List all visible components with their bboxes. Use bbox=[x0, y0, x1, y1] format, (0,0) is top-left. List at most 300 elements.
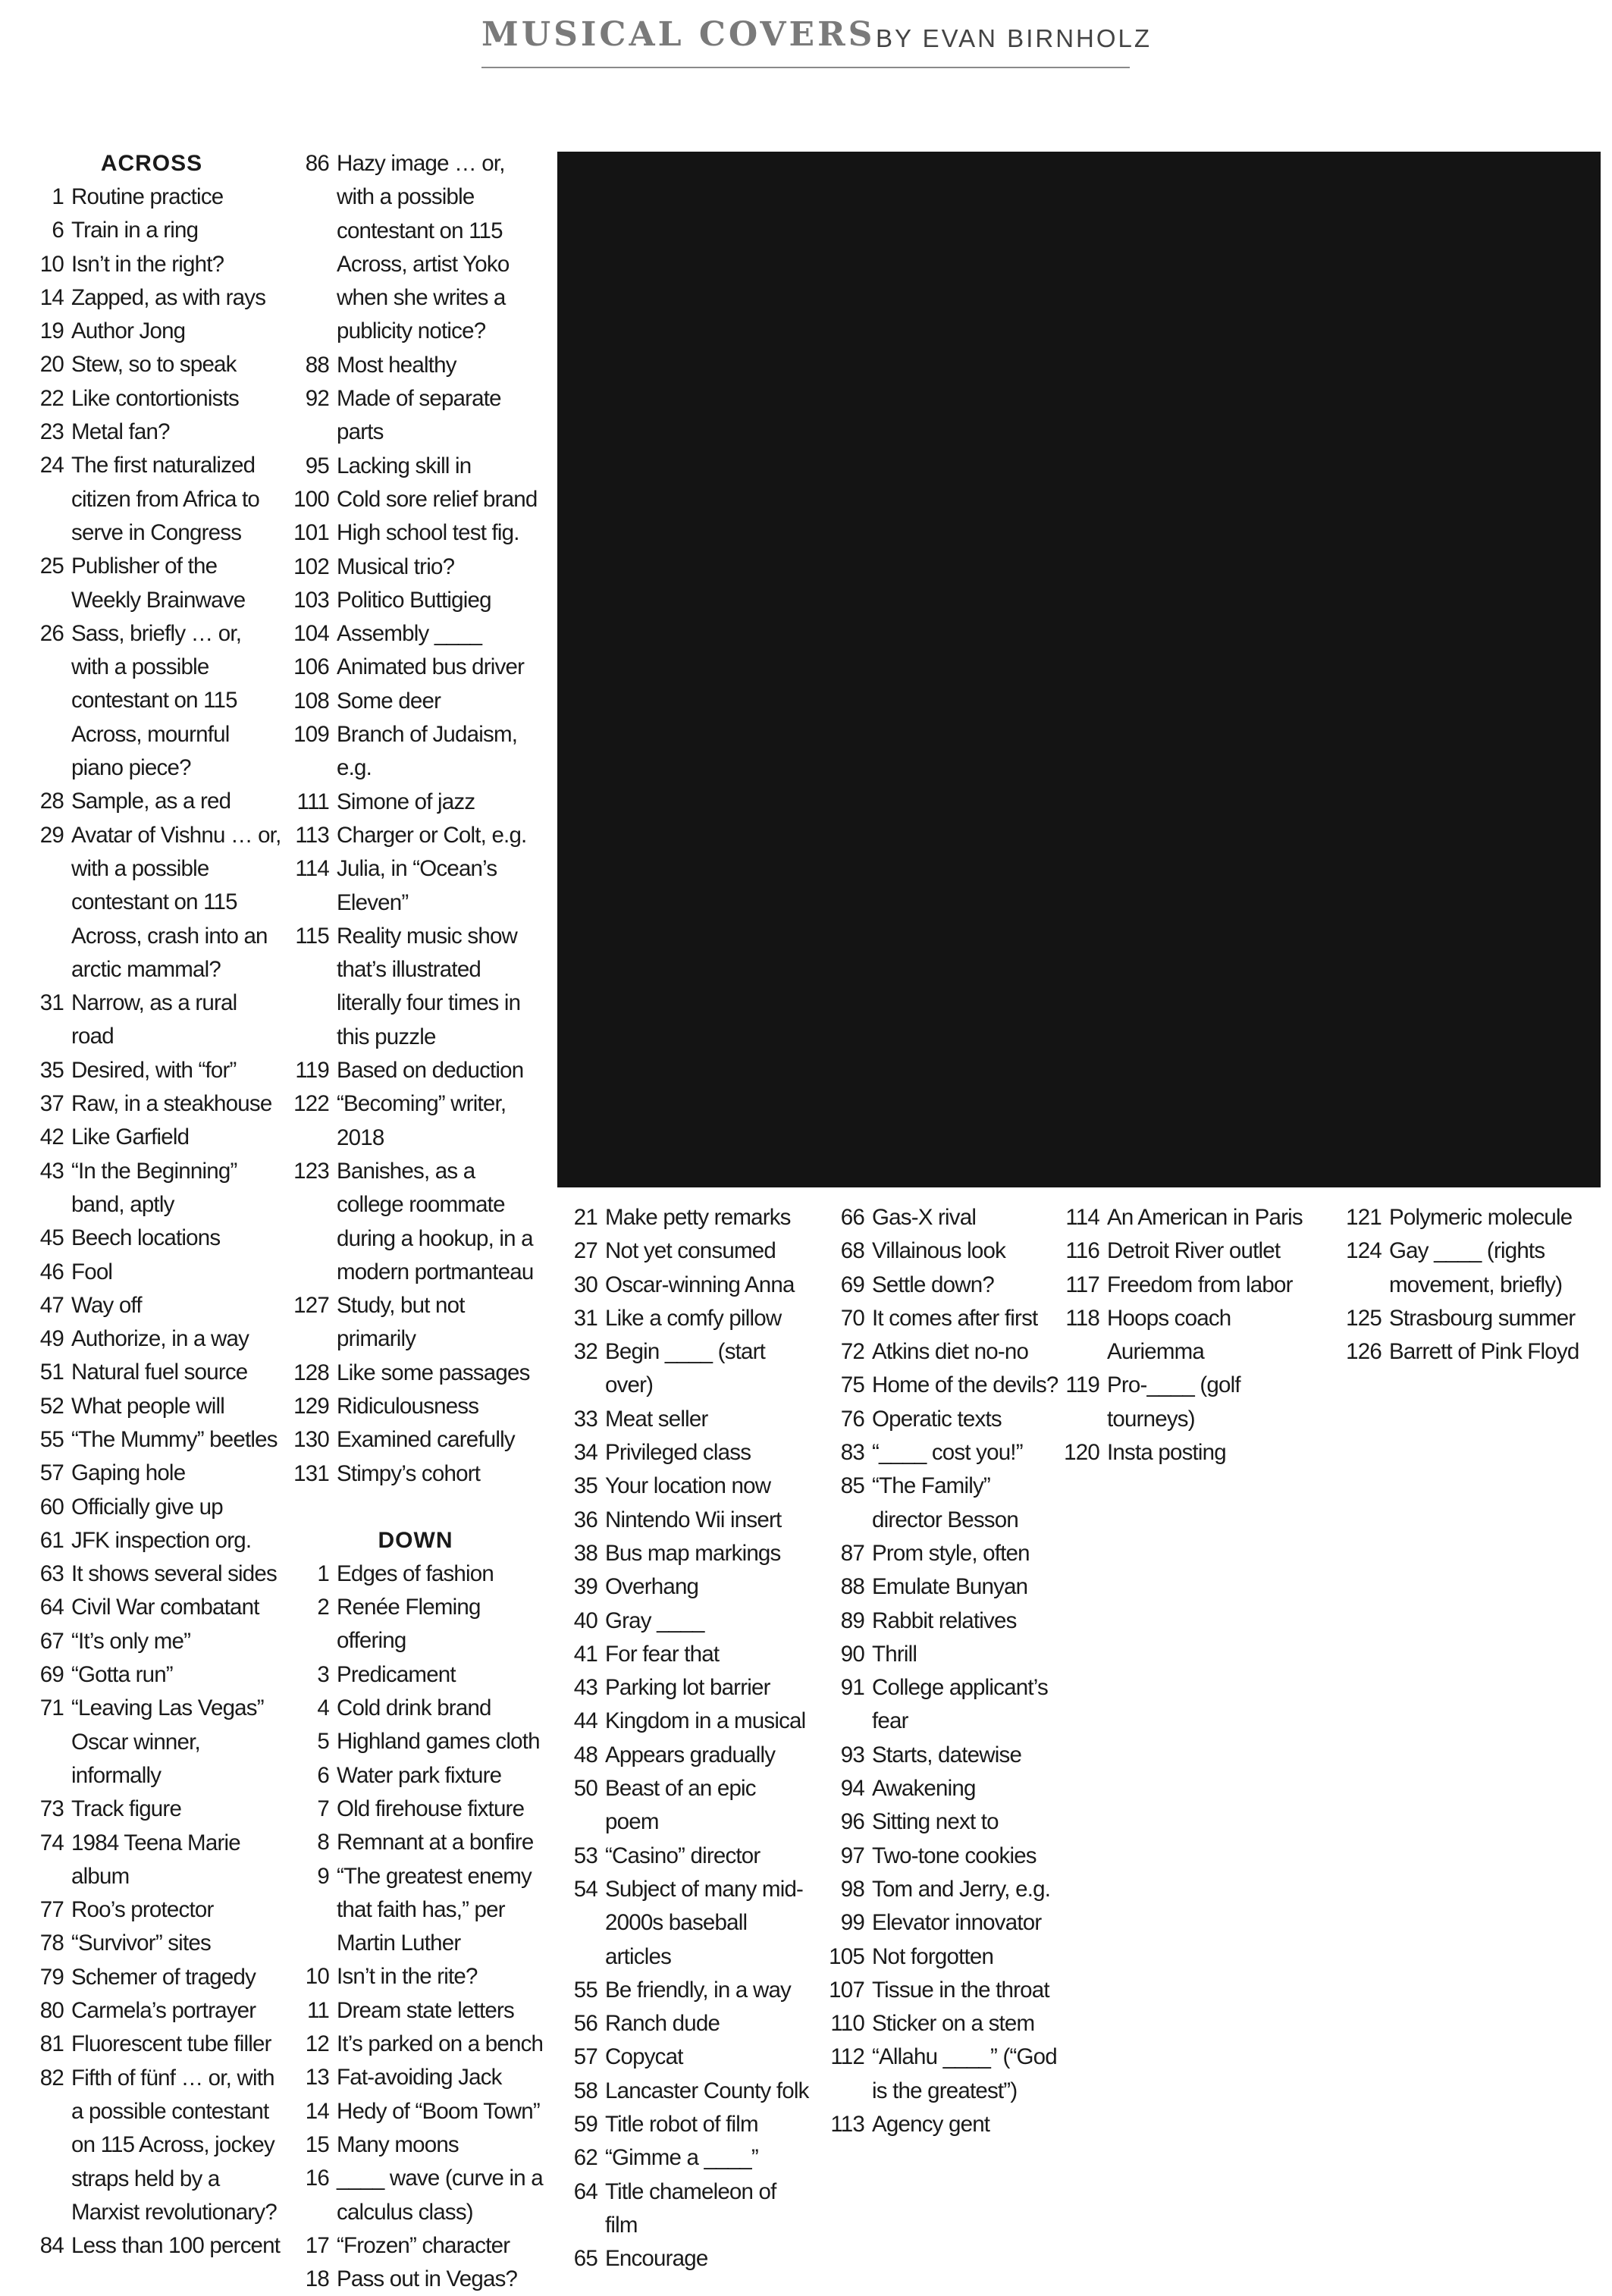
clue-text: Renée Fleming offering bbox=[337, 1595, 481, 1654]
clue-text: Villainous look bbox=[872, 1238, 1006, 1264]
clue-number: 62 bbox=[573, 2145, 597, 2171]
across-clue[interactable] bbox=[287, 1289, 544, 1357]
clue-number: 17 bbox=[305, 2232, 329, 2258]
clue-number: 47 bbox=[39, 1292, 64, 1318]
clue-number: 69 bbox=[39, 1662, 64, 1688]
down-clue[interactable] bbox=[555, 1504, 813, 1537]
puzzle-title: MUSICAL COVERS bbox=[481, 15, 876, 54]
down-clue[interactable] bbox=[555, 1772, 813, 1840]
down-clue[interactable] bbox=[822, 1234, 1065, 1268]
down-clue[interactable] bbox=[822, 1269, 1065, 1302]
across-clue[interactable] bbox=[287, 147, 544, 349]
clue-number: 119 bbox=[295, 1058, 329, 1084]
clue-number: 21 bbox=[573, 1205, 597, 1230]
across-clue[interactable] bbox=[21, 1222, 282, 1255]
clue-number: 131 bbox=[293, 1460, 329, 1486]
across-clue[interactable] bbox=[287, 450, 544, 483]
down-clue[interactable] bbox=[555, 2040, 813, 2074]
across-clue[interactable] bbox=[287, 1357, 544, 1390]
clue-text: “The Mummy” beetles bbox=[71, 1426, 278, 1452]
clue-number: 117 bbox=[1065, 1272, 1099, 1297]
down-clue[interactable] bbox=[555, 1671, 813, 1705]
clue-text: What people will bbox=[71, 1393, 224, 1419]
clue-number: 130 bbox=[293, 1427, 329, 1453]
clue-number: 19 bbox=[39, 318, 64, 344]
down-clue[interactable] bbox=[822, 1470, 1065, 1537]
down-clue[interactable] bbox=[287, 2061, 544, 2094]
clue-number: 13 bbox=[305, 2065, 329, 2091]
down-clue[interactable] bbox=[287, 1994, 544, 2028]
down-clue[interactable] bbox=[1339, 1335, 1594, 1369]
across-clue[interactable] bbox=[21, 281, 282, 315]
clue-text: Bus map markings bbox=[605, 1540, 781, 1566]
across-clue[interactable] bbox=[21, 214, 282, 247]
across-clue[interactable] bbox=[21, 180, 282, 214]
clue-text: Tom and Jerry, e.g. bbox=[872, 1876, 1051, 1902]
across-clue[interactable] bbox=[287, 516, 544, 550]
clue-text: Predicament bbox=[337, 1661, 456, 1687]
across-clue[interactable] bbox=[21, 1557, 282, 1591]
across-clue[interactable] bbox=[21, 382, 282, 416]
clue-text: Highland games cloth bbox=[337, 1729, 540, 1755]
clue-text: It’s parked on a bench bbox=[337, 2031, 544, 2057]
clue-text: Made of separate parts bbox=[337, 386, 501, 445]
across-clue[interactable] bbox=[287, 1390, 544, 1423]
clue-number: 34 bbox=[573, 1440, 597, 1466]
down-clue[interactable] bbox=[822, 1335, 1065, 1369]
down-clue[interactable] bbox=[822, 2040, 1065, 2108]
down-clue[interactable] bbox=[555, 1269, 813, 1302]
down-clue[interactable] bbox=[822, 1638, 1065, 1671]
across-clue[interactable] bbox=[287, 1087, 544, 1155]
across-clue[interactable] bbox=[21, 1961, 282, 1994]
clue-text: Remnant at a bonfire bbox=[337, 1830, 534, 1855]
down-clue[interactable] bbox=[555, 1739, 813, 1772]
across-clue[interactable] bbox=[21, 1457, 282, 1490]
across-clue[interactable] bbox=[287, 920, 544, 1054]
puzzle-byline: BY EVAN BIRNHOLZ bbox=[876, 24, 1153, 52]
clue-number: 110 bbox=[830, 2011, 864, 2037]
across-clue[interactable] bbox=[21, 1356, 282, 1389]
down-clue[interactable] bbox=[555, 1470, 813, 1503]
clue-text: It shows several sides bbox=[71, 1561, 277, 1587]
clue-number: 27 bbox=[573, 1238, 597, 1264]
clue-text: Many moons bbox=[337, 2131, 459, 2157]
across-clue[interactable] bbox=[21, 1491, 282, 1524]
down-clue[interactable] bbox=[287, 2229, 544, 2263]
across-clue[interactable] bbox=[21, 1893, 282, 1927]
clue-number: 85 bbox=[840, 1473, 864, 1499]
down-clues-column-6 bbox=[1339, 1201, 1594, 1369]
across-clue[interactable] bbox=[21, 1591, 282, 1624]
down-clue[interactable] bbox=[1339, 1201, 1594, 1234]
clue-text: Detroit River outlet bbox=[1107, 1238, 1281, 1264]
clue-number: 43 bbox=[39, 1158, 64, 1184]
clue-number: 8 bbox=[317, 1830, 329, 1855]
down-clue[interactable] bbox=[287, 2263, 544, 2296]
across-clue[interactable] bbox=[287, 1155, 544, 1289]
clue-number: 69 bbox=[840, 1272, 864, 1297]
clue-text: Publisher of the Weekly Brainwave bbox=[71, 554, 246, 613]
down-clue[interactable] bbox=[555, 2007, 813, 2040]
clue-text: “Survivor” sites bbox=[71, 1931, 211, 1956]
across-clue[interactable] bbox=[21, 1322, 282, 1356]
clue-text: Prom style, often bbox=[872, 1540, 1030, 1566]
down-clue[interactable] bbox=[822, 1906, 1065, 1940]
across-clue[interactable] bbox=[287, 852, 544, 920]
down-clue[interactable] bbox=[555, 1234, 813, 1268]
down-clue[interactable] bbox=[822, 2108, 1065, 2141]
down-clue[interactable] bbox=[287, 2028, 544, 2061]
clue-number: 64 bbox=[573, 2178, 597, 2204]
clue-text: Sitting next to bbox=[872, 1809, 999, 1835]
clue-number: 12 bbox=[305, 2031, 329, 2057]
down-clue[interactable] bbox=[822, 2007, 1065, 2040]
down-clue[interactable] bbox=[822, 1671, 1065, 1739]
down-clue[interactable] bbox=[1057, 1201, 1324, 1234]
clue-number: 67 bbox=[39, 1628, 64, 1654]
clue-number: 55 bbox=[39, 1426, 64, 1452]
across-clue[interactable] bbox=[287, 382, 544, 450]
clue-text: Cold sore relief brand bbox=[337, 486, 538, 512]
across-clue[interactable] bbox=[21, 1121, 282, 1154]
clue-number: 105 bbox=[829, 1943, 864, 1969]
clue-number: 97 bbox=[840, 1843, 864, 1868]
clue-text: Musical trio? bbox=[337, 554, 455, 579]
down-clue[interactable] bbox=[822, 1974, 1065, 2007]
down-clue[interactable] bbox=[555, 2175, 813, 2243]
clue-text: Meat seller bbox=[605, 1406, 708, 1432]
clue-text: Gaping hole bbox=[71, 1460, 186, 1486]
down-clue[interactable] bbox=[822, 1604, 1065, 1638]
clue-number: 70 bbox=[840, 1305, 864, 1331]
clue-number: 38 bbox=[573, 1540, 597, 1566]
clue-number: 36 bbox=[573, 1507, 597, 1532]
clue-text: Polymeric molecule bbox=[1389, 1205, 1573, 1230]
clue-number: 56 bbox=[573, 2011, 597, 2037]
across-clue[interactable] bbox=[21, 1793, 282, 1826]
clue-number: 14 bbox=[39, 284, 64, 310]
clue-number: 92 bbox=[305, 386, 329, 412]
down-clue[interactable] bbox=[287, 2128, 544, 2162]
across-clue[interactable] bbox=[287, 819, 544, 852]
clue-number: 119 bbox=[1065, 1372, 1099, 1398]
across-clue[interactable] bbox=[287, 651, 544, 684]
down-clue[interactable] bbox=[555, 1840, 813, 1873]
clue-text: “____ cost you!” bbox=[872, 1440, 1023, 1466]
clue-text: Julia, in “Ocean’s Eleven” bbox=[337, 856, 497, 915]
across-clue[interactable] bbox=[21, 1289, 282, 1322]
clue-text: Oscar-winning Anna bbox=[605, 1272, 795, 1297]
clue-text: Tissue in the throat bbox=[872, 1977, 1049, 2003]
across-clue[interactable] bbox=[21, 416, 282, 449]
clue-text: Appears gradually bbox=[605, 1742, 776, 1767]
across-clue[interactable] bbox=[21, 2062, 282, 2229]
clue-text: Your location now bbox=[605, 1473, 771, 1499]
across-clue[interactable] bbox=[287, 550, 544, 584]
clue-number: 120 bbox=[1064, 1440, 1099, 1466]
across-clue[interactable] bbox=[21, 2028, 282, 2061]
across-clue[interactable] bbox=[287, 349, 544, 382]
clue-number: 28 bbox=[39, 789, 64, 814]
down-clue[interactable] bbox=[822, 1302, 1065, 1335]
clue-text: Gas-X rival bbox=[872, 1205, 977, 1230]
clue-text: Like a comfy pillow bbox=[605, 1305, 782, 1331]
clue-number: 54 bbox=[573, 1876, 597, 1902]
across-clue[interactable] bbox=[21, 248, 282, 281]
clue-number: 33 bbox=[573, 1406, 597, 1432]
clue-number: 89 bbox=[840, 1608, 864, 1633]
clue-text: “Frozen” character bbox=[337, 2232, 510, 2258]
down-clue[interactable] bbox=[822, 1873, 1065, 1906]
down-clue[interactable] bbox=[287, 1759, 544, 1793]
down-clue[interactable] bbox=[822, 1772, 1065, 1805]
down-clue[interactable] bbox=[555, 1705, 813, 1738]
across-clue[interactable] bbox=[21, 1054, 282, 1087]
down-clue[interactable] bbox=[287, 1860, 544, 1961]
down-clue[interactable] bbox=[287, 1692, 544, 1725]
clue-number: 29 bbox=[39, 822, 64, 848]
clue-text: Kingdom in a musical bbox=[605, 1708, 806, 1734]
clue-text: Cold drink brand bbox=[337, 1695, 491, 1721]
clue-text: Zapped, as with rays bbox=[71, 284, 266, 310]
clue-number: 51 bbox=[39, 1360, 64, 1385]
down-clue[interactable] bbox=[822, 1739, 1065, 1772]
clue-number: 26 bbox=[39, 620, 64, 646]
clue-text: Based on deduction bbox=[337, 1058, 524, 1084]
across-clue[interactable] bbox=[21, 1390, 282, 1423]
clue-number: 4 bbox=[317, 1695, 329, 1721]
clue-text: Roo’s protector bbox=[71, 1897, 214, 1923]
across-clue[interactable] bbox=[21, 1256, 282, 1289]
down-clue[interactable] bbox=[555, 1201, 813, 1234]
clue-number: 15 bbox=[305, 2131, 329, 2157]
down-clue[interactable] bbox=[822, 1570, 1065, 1604]
across-clue[interactable] bbox=[287, 685, 544, 718]
down-clue[interactable] bbox=[287, 1960, 544, 1993]
clue-number: 9 bbox=[317, 1863, 329, 1889]
clue-text: Dream state letters bbox=[337, 1997, 514, 2023]
clue-text: Fat-avoiding Jack bbox=[337, 2065, 502, 2091]
across-clue[interactable] bbox=[21, 449, 282, 550]
clue-number: 46 bbox=[39, 1259, 64, 1284]
down-clue[interactable] bbox=[287, 1793, 544, 1826]
clue-text: Starts, datewise bbox=[872, 1742, 1022, 1767]
down-clue[interactable] bbox=[1057, 1436, 1324, 1470]
clue-number: 55 bbox=[573, 1977, 597, 2003]
clue-number: 88 bbox=[840, 1574, 864, 1600]
clue-text: Gray ____ bbox=[605, 1608, 704, 1633]
down-clue[interactable] bbox=[555, 1873, 813, 1974]
clue-text: Edges of fashion bbox=[337, 1560, 494, 1586]
across-clue[interactable] bbox=[21, 785, 282, 818]
clue-number: 68 bbox=[840, 1238, 864, 1264]
across-clue[interactable] bbox=[287, 1457, 544, 1491]
clue-text: “It’s only me” bbox=[71, 1628, 191, 1654]
clue-number: 102 bbox=[293, 554, 329, 579]
down-clue[interactable] bbox=[822, 1537, 1065, 1570]
down-clue[interactable] bbox=[555, 1537, 813, 1570]
clue-text: Isn’t in the right? bbox=[71, 251, 224, 277]
clue-number: 61 bbox=[39, 1527, 64, 1553]
down-clue[interactable] bbox=[555, 1604, 813, 1638]
clue-text: Way off bbox=[71, 1292, 142, 1318]
across-clue[interactable] bbox=[21, 1155, 282, 1222]
clue-number: 7 bbox=[317, 1796, 329, 1821]
clue-text: “Becoming” writer, 2018 bbox=[337, 1091, 506, 1150]
down-clue[interactable] bbox=[555, 2108, 813, 2141]
down-clue[interactable] bbox=[1057, 1269, 1324, 1302]
clue-number: 109 bbox=[293, 722, 329, 748]
clue-text: Encourage bbox=[605, 2246, 708, 2272]
across-clue[interactable] bbox=[21, 1524, 282, 1557]
clue-number: 108 bbox=[293, 688, 329, 714]
down-clue[interactable] bbox=[1057, 1369, 1324, 1436]
down-clue[interactable] bbox=[287, 2162, 544, 2229]
clue-text: Copycat bbox=[605, 2044, 683, 2070]
clue-text: Desired, with “for” bbox=[71, 1057, 237, 1083]
down-clue[interactable] bbox=[822, 1403, 1065, 1436]
down-clue[interactable] bbox=[555, 1974, 813, 2007]
down-clue[interactable] bbox=[555, 1436, 813, 1470]
clue-text: Title chameleon of film bbox=[605, 2178, 776, 2238]
clue-number: 118 bbox=[1065, 1305, 1099, 1331]
clue-text: Title robot of film bbox=[605, 2112, 758, 2138]
down-clue[interactable] bbox=[287, 2095, 544, 2128]
clue-text: Gay ____ (rights movement, briefly) bbox=[1389, 1238, 1563, 1297]
across-clue[interactable] bbox=[21, 819, 282, 986]
clue-number: 72 bbox=[840, 1339, 864, 1365]
clue-number: 49 bbox=[39, 1326, 64, 1352]
clue-number: 65 bbox=[573, 2246, 597, 2272]
clue-text: Like Garfield bbox=[71, 1124, 190, 1150]
across-clue[interactable] bbox=[21, 1423, 282, 1457]
down-heading: DOWN bbox=[378, 1527, 453, 1553]
down-clue[interactable] bbox=[822, 1940, 1065, 1974]
clue-number: 73 bbox=[39, 1796, 64, 1822]
down-clue[interactable] bbox=[822, 1201, 1065, 1234]
clue-text: Begin ____ (start over) bbox=[605, 1339, 766, 1398]
down-clue[interactable] bbox=[555, 1302, 813, 1335]
down-clue[interactable] bbox=[1339, 1302, 1594, 1335]
across-clue[interactable] bbox=[21, 1827, 282, 1894]
down-clue[interactable] bbox=[822, 1840, 1065, 1873]
across-clue[interactable] bbox=[287, 617, 544, 651]
down-clue[interactable] bbox=[555, 1638, 813, 1671]
clue-text: Beast of an epic poem bbox=[605, 1776, 756, 1835]
clue-number: 90 bbox=[840, 1641, 864, 1667]
across-clue[interactable] bbox=[21, 1658, 282, 1692]
clue-number: 86 bbox=[305, 151, 329, 176]
down-clue[interactable] bbox=[287, 1658, 544, 1692]
clue-number: 37 bbox=[39, 1091, 64, 1117]
across-clue[interactable] bbox=[21, 617, 282, 785]
clue-number: 45 bbox=[39, 1225, 64, 1251]
down-clue[interactable] bbox=[555, 1403, 813, 1436]
clue-text: Subject of many mid-2000s baseball articles bbox=[605, 1876, 804, 1969]
down-clue[interactable] bbox=[822, 1436, 1065, 1470]
across-clue[interactable] bbox=[21, 1994, 282, 2028]
clue-text: Home of the devils? bbox=[872, 1372, 1058, 1398]
across-clue[interactable] bbox=[287, 584, 544, 617]
clue-number: 53 bbox=[573, 1843, 597, 1868]
clue-text: Civil War combatant bbox=[71, 1595, 259, 1620]
clue-text: Agency gent bbox=[872, 2112, 990, 2138]
across-clue[interactable] bbox=[21, 1087, 282, 1121]
across-clue[interactable] bbox=[287, 718, 544, 786]
across-clue[interactable] bbox=[287, 1423, 544, 1457]
down-clue[interactable] bbox=[1057, 1234, 1324, 1268]
clue-number: 35 bbox=[39, 1057, 64, 1083]
across-clue[interactable] bbox=[287, 483, 544, 516]
clue-text: “In the Beginning” band, aptly bbox=[71, 1158, 237, 1217]
clue-number: 44 bbox=[573, 1708, 597, 1734]
down-clue[interactable] bbox=[555, 2075, 813, 2108]
clue-text: Isn’t in the rite? bbox=[337, 1964, 478, 1990]
down-clue[interactable] bbox=[287, 1591, 544, 1658]
down-clue[interactable] bbox=[555, 2141, 813, 2175]
down-clue[interactable] bbox=[287, 1725, 544, 1758]
across-clue[interactable] bbox=[287, 786, 544, 819]
clue-number: 95 bbox=[305, 453, 329, 478]
across-clue[interactable] bbox=[21, 1625, 282, 1658]
down-clues-column-5 bbox=[1057, 1201, 1324, 1470]
across-clue[interactable] bbox=[21, 348, 282, 381]
clue-number: 76 bbox=[840, 1406, 864, 1432]
clue-number: 18 bbox=[305, 2266, 329, 2292]
clue-text: Nintendo Wii insert bbox=[605, 1507, 782, 1532]
down-clue[interactable] bbox=[1339, 1234, 1594, 1302]
clue-text: Insta posting bbox=[1107, 1440, 1226, 1466]
down-clues-column-3 bbox=[555, 1201, 813, 2276]
clue-number: 3 bbox=[317, 1661, 329, 1687]
across-clue[interactable] bbox=[21, 986, 282, 1054]
clue-text: Hazy image … or, with a possible contestant on 115 Across, artist Yoko when she writes a publicity notice? bbox=[337, 151, 510, 344]
clue-number: 48 bbox=[573, 1742, 597, 1767]
across-clue[interactable] bbox=[21, 1927, 282, 1960]
clue-number: 23 bbox=[39, 419, 64, 445]
across-clue[interactable] bbox=[21, 315, 282, 348]
clue-text: Fool bbox=[71, 1259, 113, 1284]
clue-number: 40 bbox=[573, 1608, 597, 1633]
clue-number: 31 bbox=[573, 1305, 597, 1331]
down-clue[interactable] bbox=[555, 1335, 813, 1403]
clue-number: 71 bbox=[39, 1695, 64, 1721]
down-clue[interactable] bbox=[555, 2242, 813, 2276]
down-clue[interactable] bbox=[1057, 1302, 1324, 1369]
across-clue[interactable] bbox=[287, 1054, 544, 1087]
clue-text: Awakening bbox=[872, 1776, 976, 1802]
clue-text: Stew, so to speak bbox=[71, 352, 237, 378]
clue-number: 5 bbox=[317, 1729, 329, 1755]
clue-number: 94 bbox=[840, 1776, 864, 1802]
down-clue[interactable] bbox=[287, 1826, 544, 1859]
across-clue[interactable] bbox=[21, 2229, 282, 2263]
down-clue[interactable] bbox=[822, 1805, 1065, 1839]
clue-text: Authorize, in a way bbox=[71, 1326, 249, 1352]
down-clue[interactable] bbox=[822, 1369, 1065, 1402]
clue-number: 107 bbox=[829, 1977, 864, 2003]
crossword-grid bbox=[557, 152, 1601, 1187]
across-clue[interactable] bbox=[21, 550, 282, 617]
down-clue[interactable] bbox=[555, 1570, 813, 1604]
clue-text: Ridiculousness bbox=[337, 1393, 479, 1419]
across-clue[interactable] bbox=[21, 1692, 282, 1793]
clue-number: 129 bbox=[293, 1393, 329, 1419]
down-clue[interactable] bbox=[287, 1557, 544, 1591]
clue-number: 2 bbox=[317, 1595, 329, 1620]
clue-text: Stimpy’s cohort bbox=[337, 1460, 481, 1486]
